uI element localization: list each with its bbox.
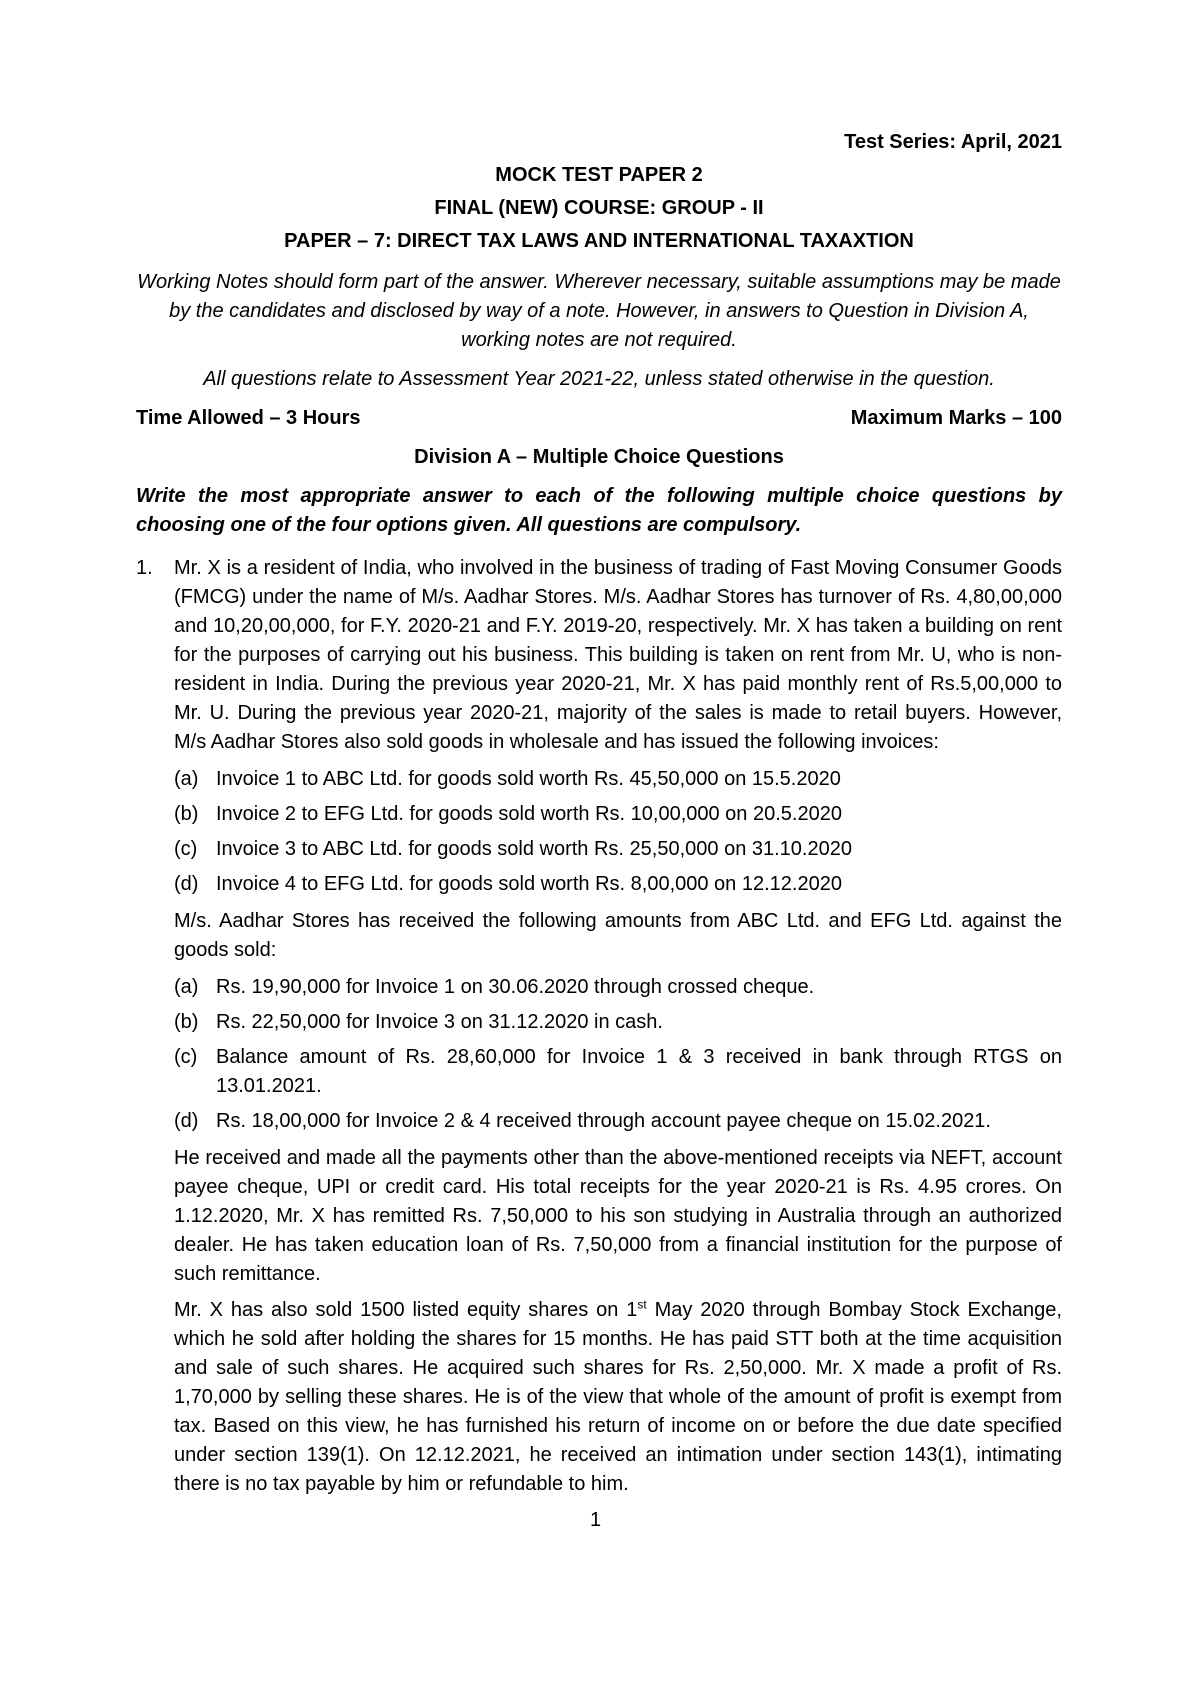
list-item — [174, 973, 1062, 1002]
list-item-text: Invoice 1 to ABC Ltd. for goods sold worth Rs. 45,50,000 on 15.5.2020 — [216, 768, 841, 790]
paper-title: PAPER – 7: DIRECT TAX LAWS AND INTERNATIONAL TAXAXTION — [284, 230, 914, 252]
list-item — [174, 1107, 1062, 1136]
question-1-number: 1. — [136, 557, 153, 579]
maximum-marks-label: Maximum Marks – 100 — [850, 407, 1062, 429]
shares-paragraph-pre: Mr. X has also sold 1500 listed equity shares on 1 — [174, 1299, 638, 1321]
page-number: 1 — [589, 1509, 602, 1531]
invoice-list — [174, 765, 1062, 899]
list-item-label: (b) — [174, 1011, 199, 1033]
list-item — [174, 800, 1062, 829]
receipt-list — [174, 973, 1062, 1136]
question-1-intro: Mr. X is a resident of India, who involved in the business of trading of Fast Moving Consumer Goods (FMCG) under the name of M/s. Aadhar Stores. M/s. Aadhar Stores has turnover of Rs. 4,80,00,000 and 10,20,00,000, for F.Y. 2020-21 and F.Y. 2019-20, respectively. Mr. X has taken a building on rent for the purposes of carrying out his business. This building is taken on rent from Mr. U, who is non-resident in India. During the previous year 2020-21, Mr. X has paid monthly rent of Rs.5,00,000 to Mr. U. During the previous year 2020-21, majority of the sales is made to retail buyers. However, M/s Aadhar Stores also sold goods in wholesale and has issued the following invoices: — [174, 557, 1062, 753]
shares-paragraph — [174, 1296, 1062, 1499]
question-1 — [136, 554, 1062, 1506]
list-item-text: Rs. 19,90,000 for Invoice 1 on 30.06.2020 through crossed cheque. — [216, 976, 815, 998]
list-item — [174, 1043, 1062, 1101]
time-allowed-label: Time Allowed – 3 Hours — [136, 407, 361, 429]
list-item-label: (b) — [174, 803, 199, 825]
division-a-heading: Division A – Multiple Choice Questions — [414, 446, 784, 468]
list-item — [174, 835, 1062, 864]
test-series-label: Test Series: April, 2021 — [844, 131, 1062, 153]
list-item-text: Rs. 22,50,000 for Invoice 3 on 31.12.2020 in cash. — [216, 1011, 663, 1033]
list-item-label: (a) — [174, 768, 199, 790]
list-item-text: Rs. 18,00,000 for Invoice 2 & 4 received through account payee cheque on 15.02.2021. — [216, 1110, 991, 1132]
list-item — [174, 765, 1062, 794]
doc-title: MOCK TEST PAPER 2 — [495, 164, 703, 186]
list-item-text: Invoice 2 to EFG Ltd. for goods sold worth Rs. 10,00,000 on 20.5.2020 — [216, 803, 842, 825]
list-item — [174, 870, 1062, 899]
working-notes-text: Working Notes should form part of the answer. Wherever necessary, suitable assumptions may be made by the candidates and disclosed by way of a note. However, in answers to Question in Division A, working notes are not required. — [137, 271, 1061, 351]
ordinal-superscript: st — [637, 1297, 647, 1312]
shares-paragraph-post: May 2020 through Bombay Stock Exchange, which he sold after holding the shares for 15 months. He has paid STT both at the time acquisition and sale of such shares. He acquired such shares for Rs. 2,50,000. Mr. X made a profit of Rs. 1,70,000 by selling these shares. He is of the view that whole of the amount of profit is exempt from tax. Based on this view, he has furnished his return of income on or before the due date specified under section 139(1). On 12.12.2021, he received an intimation under section 143(1), intimating there is no tax payable by him or refundable to him. — [174, 1299, 1062, 1495]
received-amounts-intro: M/s. Aadhar Stores has received the following amounts from ABC Ltd. and EFG Ltd. against the goods sold: — [174, 910, 1062, 961]
list-item-label: (c) — [174, 838, 198, 860]
time-marks-row — [136, 404, 1062, 433]
list-item-text: Invoice 4 to EFG Ltd. for goods sold worth Rs. 8,00,000 on 12.12.2020 — [216, 873, 842, 895]
list-item-label: (c) — [174, 1046, 198, 1068]
list-item-text: Invoice 3 to ABC Ltd. for goods sold worth Rs. 25,50,000 on 31.10.2020 — [216, 838, 852, 860]
list-item-label: (a) — [174, 976, 199, 998]
list-item-label: (d) — [174, 1110, 199, 1132]
assessment-year-note: All questions relate to Assessment Year 2021-22, unless stated otherwise in the question. — [203, 368, 995, 390]
question-1-body — [174, 554, 1062, 1506]
division-instruction: Write the most appropriate answer to each of the following multiple choice questions by choosing one of the four options given. All questions are compulsory. — [136, 485, 1062, 536]
list-item-text: Balance amount of Rs. 28,60,000 for Invoice 1 & 3 received in bank through RTGS on 13.01.2021. — [216, 1046, 1062, 1097]
payments-paragraph: He received and made all the payments other than the above-mentioned receipts via NEFT, account payee cheque, UPI or credit card. His total receipts for the year 2020-21 is Rs. 4.95 crores. On 1.12.2020, Mr. X has remitted Rs. 7,50,000 to his son studying in Australia through an authorized dealer. He has taken education loan of Rs. 7,50,000 from a financial institution for the purpose of such remittance. — [174, 1147, 1062, 1285]
list-item — [174, 1008, 1062, 1037]
list-item-label: (d) — [174, 873, 199, 895]
course-title: FINAL (NEW) COURSE: GROUP - II — [434, 197, 764, 219]
